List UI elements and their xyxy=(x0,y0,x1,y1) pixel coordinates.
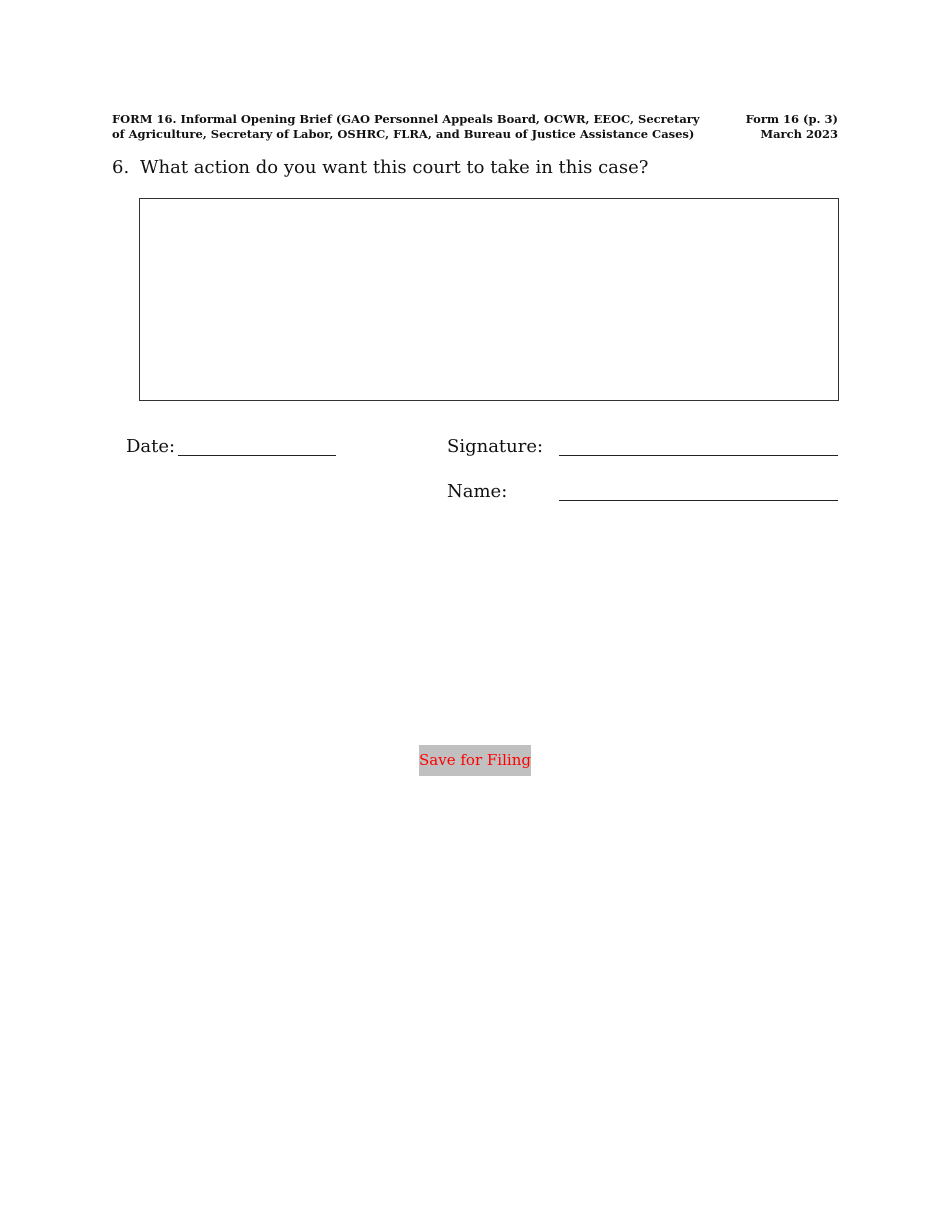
date-label: Date: xyxy=(126,436,176,457)
signature-field[interactable] xyxy=(559,435,838,456)
answer-textarea[interactable] xyxy=(139,198,839,401)
save-for-filing-button[interactable]: Save for Filing xyxy=(419,745,531,776)
form-title xyxy=(112,112,722,142)
form-title-line-2: of Agriculture, Secretary of Labor, OSHRC, FLRA, and Bureau of Justice Assistance Cases) xyxy=(112,127,695,141)
signature-label: Signature: xyxy=(447,436,544,457)
form-title-line-1: FORM 16. Informal Opening Brief (GAO Personnel Appeals Board, OCWR, EEOC, Secretary xyxy=(112,112,700,126)
date-field[interactable] xyxy=(178,435,336,456)
name-field[interactable] xyxy=(559,480,838,501)
page-number: Form 16 (p. 3) xyxy=(745,112,838,126)
form-page-reference xyxy=(746,112,838,142)
form-date: March 2023 xyxy=(760,127,838,141)
question-number: 6. xyxy=(112,157,130,178)
question-text: What action do you want this court to take in this case? xyxy=(140,157,649,178)
name-label: Name: xyxy=(447,481,508,502)
question-6 xyxy=(112,156,648,180)
